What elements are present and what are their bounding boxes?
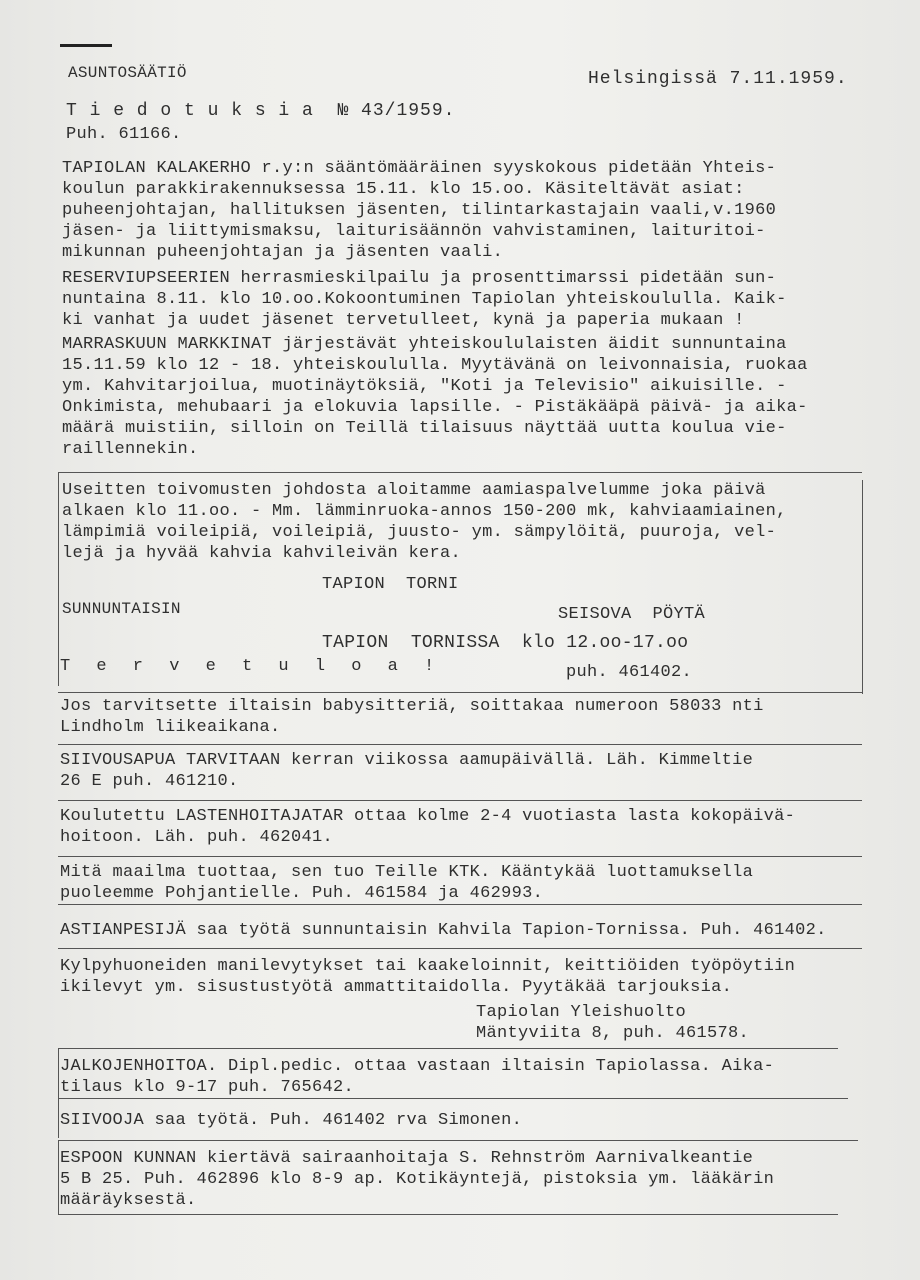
text-line: määräyksestä. <box>60 1191 197 1210</box>
ad-box-right-border <box>862 480 863 694</box>
text-line: Onkimista, mehubaari ja elokuvia lapsille. - Pistäkääpä päivä- ja aika- <box>62 398 808 417</box>
text-line: TAPIOLAN KALAKERHO r.y:n sääntömääräinen syyskokous pidetään Yhteis- <box>62 159 777 178</box>
yleishuolto-signature <box>476 1002 749 1044</box>
ad-yleishuolto <box>60 956 795 998</box>
ad-siivousapua <box>60 750 753 792</box>
text-line: ikilevyt ym. sisustustyötä ammattitaidolla. Pyytäkää tarjouksia. <box>60 978 733 997</box>
box-left-border <box>58 1140 59 1214</box>
text-line: 5 B 25. Puh. 462896 klo 8-9 ap. Kotikäyntejä, pistoksia ym. lääkärin <box>60 1170 775 1189</box>
text-line: puoleemme Pohjantielle. Puh. 461584 ja 462993. <box>60 884 544 903</box>
sunnuntaisin-label: SUNNUNTAISIN <box>62 600 181 618</box>
org-name: ASUNTOSÄÄTIÖ <box>68 64 187 82</box>
ad-box-left-border <box>58 472 59 686</box>
tornissa-hours: TAPION TORNISSA klo 12.oo-17.oo <box>322 633 689 653</box>
ad-astianpesija: ASTIANPESIJÄ saa työtä sunnuntaisin Kahvila Tapion-Tornissa. Puh. 461402. <box>60 921 827 940</box>
text-line: Mitä maailma tuottaa, sen tuo Teille KTK. Kääntykää luottamuksella <box>60 863 754 882</box>
corner-mark <box>60 44 112 47</box>
text-line: JALKOJENHOITOA. Dipl.pedic. ottaa vastaan iltaisin Tapiolassa. Aika- <box>60 1057 775 1076</box>
ad-babysitter <box>60 696 764 738</box>
text-line: ESPOON KUNNAN kiertävä sairaanhoitaja S. Rehnström Aarnivalkeantie <box>60 1149 754 1168</box>
header-phone: Puh. 61166. <box>66 125 182 144</box>
ad-box-text <box>62 480 787 564</box>
notice-kalakerho <box>62 158 776 263</box>
text-line: ym. Kahvitarjoilua, muotinäytöksiä, "Koti ja Televisio" aikuisille. - <box>62 377 787 396</box>
ad-ktk <box>60 862 753 904</box>
text-line: raillennekin. <box>62 440 199 459</box>
ad-lastenhoitajatar <box>60 806 795 848</box>
separator-line <box>58 744 862 745</box>
text-line: MARRASKUUN MARKKINAT järjestävät yhteiskoululaisten äidit sunnuntaina <box>62 335 787 354</box>
text-line: hoitoon. Läh. puh. 462041. <box>60 828 334 847</box>
text-line: Koulutettu LASTENHOITAJATAR ottaa kolme 2-4 vuotiasta lasta kokopäivä- <box>60 807 796 826</box>
ad-box-phone: puh. 461402. <box>566 663 693 682</box>
ad-box-bottom-border <box>58 692 863 693</box>
separator-line <box>58 904 862 905</box>
notice-reserviupseerien <box>62 268 787 331</box>
separator-line <box>58 856 862 857</box>
text-line: lejä ja hyvää kahvia kahvileivän kera. <box>62 544 462 563</box>
separator-line <box>58 1048 838 1049</box>
text-line: mikunnan puheenjohtajan ja jäsenten vaali. <box>62 243 504 262</box>
separator-line <box>58 1140 858 1141</box>
text-line: alkaen klo 11.oo. - Mm. lämminruoka-annos 150-200 mk, kahviaamiainen, <box>62 502 787 521</box>
text-line: lämpimiä voileipiä, voileipiä, juusto- ym. sämpylöitä, puuroja, vel- <box>62 523 777 542</box>
ad-siivooja: SIIVOOJA saa työtä. Puh. 461402 rva Simonen. <box>60 1111 523 1130</box>
separator-line <box>58 800 862 801</box>
box-left-border <box>58 1098 59 1138</box>
bulletin-number: T i e d o t u k s i a № 43/1959. <box>66 101 456 121</box>
text-line: Tapiolan Yleishuolto <box>476 1003 687 1022</box>
text-line: RESERVIUPSEERIEN herrasmieskilpailu ja prosenttimarssi pidetään sun- <box>62 269 777 288</box>
ad-sairaanhoitaja <box>60 1148 774 1211</box>
text-line: 15.11.59 klo 12 - 18. yhteiskoululla. Myytävänä on leivonnaisia, ruokaa <box>62 356 808 375</box>
text-line: tilaus klo 9-17 puh. 765642. <box>60 1078 355 1097</box>
separator-line <box>58 1214 838 1215</box>
text-line: Kylpyhuoneiden manilevytykset tai kaakeloinnit, keittiöiden työpöytiin <box>60 957 796 976</box>
text-line: nuntaina 8.11. klo 10.oo.Kokoontuminen Tapiolan yhteiskoululla. Kaik- <box>62 290 787 309</box>
tervetuloa-text: T e r v e t u l o a ! <box>60 657 443 676</box>
seisova-poyta-label: SEISOVA PÖYTÄ <box>558 605 706 624</box>
text-line: ki vanhat ja uudet jäsenet tervetulleet, kynä ja paperia mukaan ! <box>62 311 745 330</box>
separator-line <box>58 948 862 949</box>
place-date: Helsingissä 7.11.1959. <box>588 69 848 89</box>
notice-markkinat <box>62 334 808 460</box>
text-line: Mäntyviita 8, puh. 461578. <box>476 1024 750 1043</box>
ad-jalkojenhoitoa <box>60 1056 774 1098</box>
separator-line <box>58 1098 848 1099</box>
text-line: Useitten toivomusten johdosta aloitamme aamiaspalvelumme joka päivä <box>62 481 766 500</box>
text-line: Jos tarvitsette iltaisin babysitteriä, soittakaa numeroon 58033 nti <box>60 697 764 716</box>
ad-box-top-border <box>58 472 862 473</box>
text-line: puheenjohtajan, hallituksen jäsenten, tilintarkastajain vaali,v.1960 <box>62 201 777 220</box>
text-line: 26 E puh. 461210. <box>60 772 239 791</box>
text-line: jäsen- ja liittymismaksu, laiturisäännön vahvistaminen, laituritoi- <box>62 222 766 241</box>
text-line: koulun parakkirakennuksessa 15.11. klo 15.oo. Käsiteltävät asiat: <box>62 180 745 199</box>
box-left-border <box>58 1048 59 1098</box>
text-line: SIIVOUSAPUA TARVITAAN kerran viikossa aamupäivällä. Läh. Kimmeltie <box>60 751 754 770</box>
text-line: Lindholm liikeaikana. <box>60 718 281 737</box>
text-line: määrä muistiin, silloin on Teillä tilaisuus näyttää uutta koulua vie- <box>62 419 787 438</box>
tapion-torni-heading: TAPION TORNI <box>322 575 459 594</box>
